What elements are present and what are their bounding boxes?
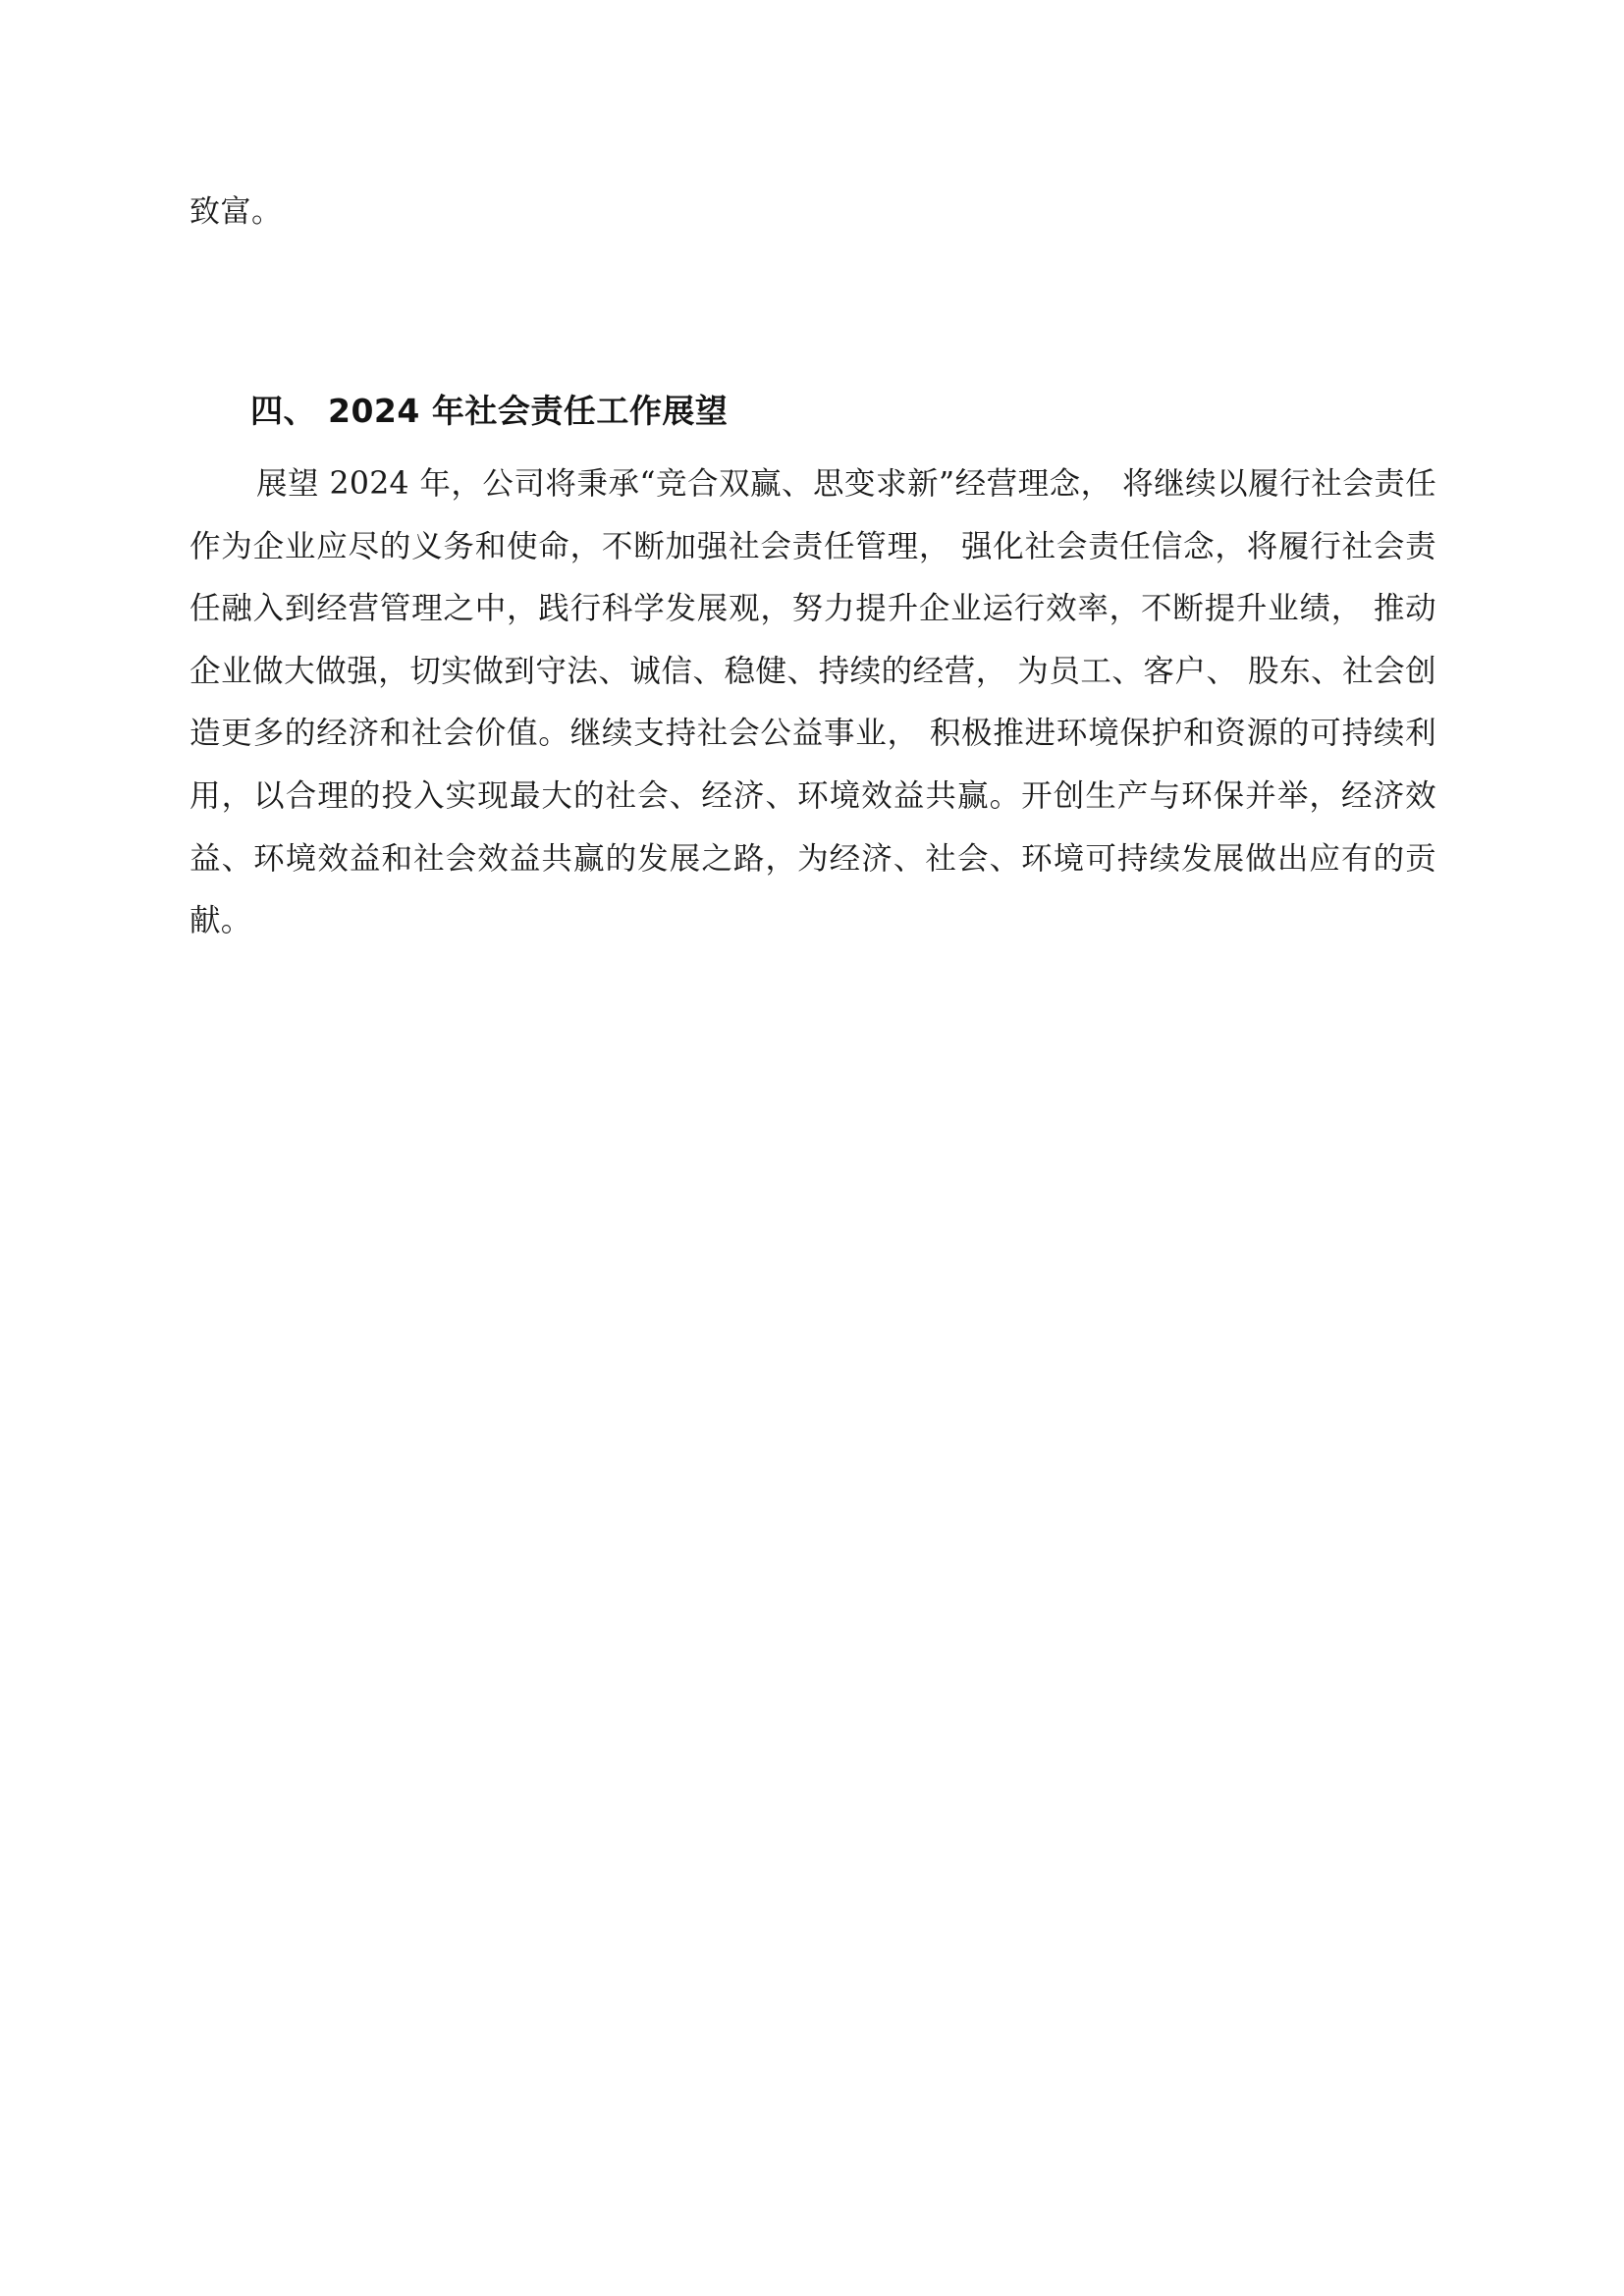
paragraph-continuation: 致富。 — [189, 194, 283, 230]
page-content — [189, 183, 1436, 953]
section-spacer — [189, 241, 1436, 387]
section-heading: 四、 2024 年社会责任工作展望 — [250, 392, 729, 431]
section-body-paragraph: 展望 2024 年，公司将秉承“竞合双赢、思变求新”经营理念， 将继续以履行社会责任作为企业应尽的义务和使命，不断加强社会责任管理， 强化社会责任信念，将履行社会责任融入到经营管理之中，践行科学发展观，努力提升企业运行效率，不断提升业绩， 推动企业做大做强，切实做到守法、诚信、稳健、持续的经营， 为员工、客户、 股东、社会创造更多的经济和社会价值。继续支持社会公益事业， 积极推进环境保护和资源的可持续利用，以合理的投入实现最大的社会、经济、环境效益共赢。开创生产与环保并举，经济效益、环境效益和社会效益共赢的发展之路，为经济、社会、环境可持续发展做出应有的贡献。 — [189, 465, 1436, 939]
